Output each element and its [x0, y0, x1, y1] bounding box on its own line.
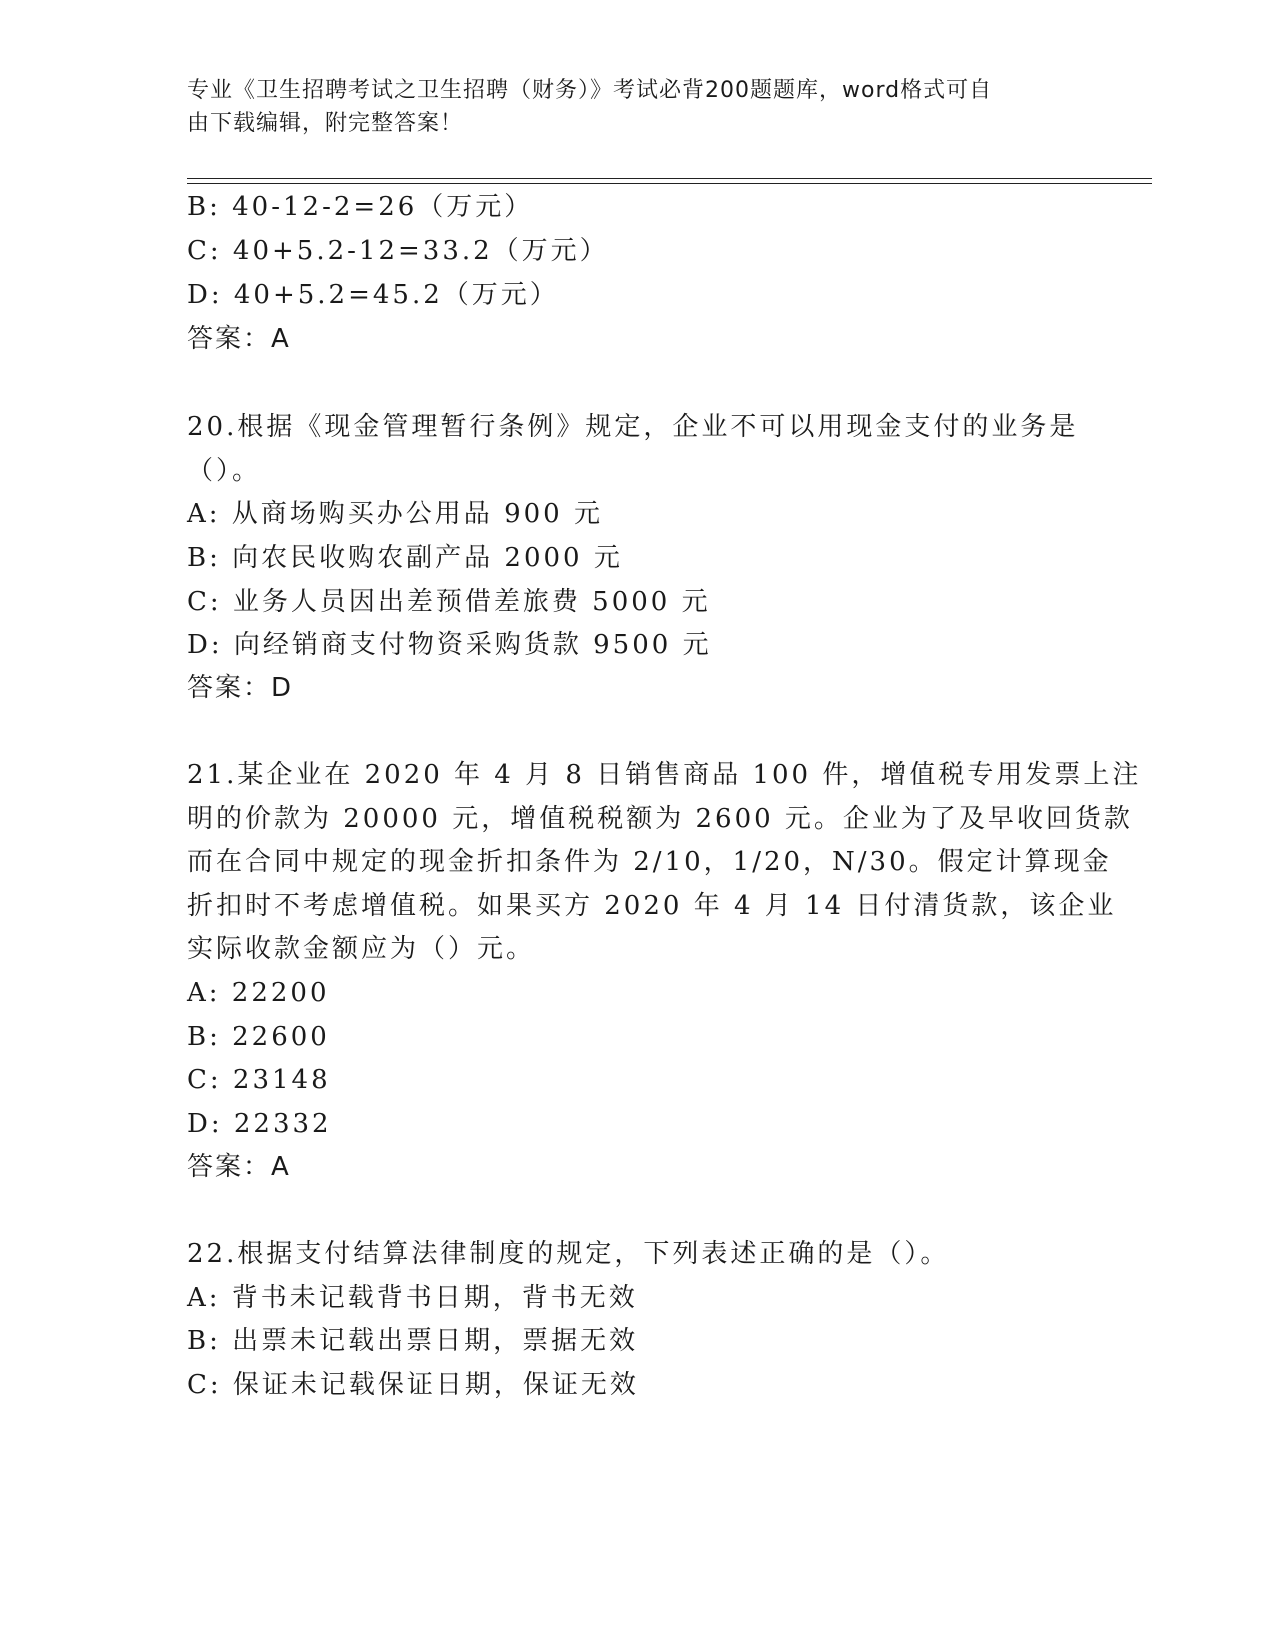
- q19-option-c: C: 40+5.2-12=33.2（万元）: [187, 236, 609, 266]
- q22-option-b: B: 出票未记载出票日期，票据无效: [187, 1326, 639, 1356]
- q20-stem-line-1: 20.根据《现金管理暂行条例》规定，企业不可以用现金支付的业务是: [187, 412, 1079, 442]
- q21-answer: 答案：A: [187, 1152, 291, 1182]
- q21-option-c: C: 23148: [187, 1065, 331, 1095]
- q21-stem-line-5: 实际收款金额应为（）元。: [187, 934, 536, 964]
- q21-option-b: B: 22600: [187, 1022, 330, 1052]
- q20-option-a: A: 从商场购买办公用品 900 元: [187, 499, 603, 529]
- header-line-2: 由下载编辑，附完整答案！: [187, 111, 464, 136]
- q21-option-a: A: 22200: [187, 978, 330, 1008]
- q21-option-d: D: 22332: [187, 1109, 332, 1139]
- q22-option-a: A: 背书未记载背书日期，背书无效: [187, 1283, 638, 1313]
- header-line-1: 专业《卫生招聘考试之卫生招聘（财务）》考试必背200题题库，word格式可自: [187, 78, 993, 103]
- q21-stem-line-4: 折扣时不考虑增值税。如果买方 2020 年 4 月 14 日付清货款，该企业: [187, 891, 1117, 921]
- q19-option-b: B: 40-12-2=26（万元）: [187, 192, 534, 222]
- q20-option-d: D: 向经销商支付物资采购货款 9500 元: [187, 630, 712, 660]
- q20-option-b: B: 向农民收购农副产品 2000 元: [187, 543, 623, 573]
- q20-answer: 答案：D: [187, 673, 294, 703]
- header-divider-top: [187, 178, 1152, 179]
- q21-stem-line-2: 明的价款为 20000 元，增值税税额为 2600 元。企业为了及早收回货款: [187, 804, 1133, 834]
- header-divider-bottom: [187, 183, 1152, 184]
- document-header: [187, 74, 1067, 140]
- q19-answer: 答案：A: [187, 324, 291, 354]
- q20-option-c: C: 业务人员因出差预借差旅费 5000 元: [187, 587, 711, 617]
- q21-stem-line-3: 而在合同中规定的现金折扣条件为 2/10，1/20，N/30。假定计算现金: [187, 847, 1112, 877]
- q20-stem-line-2: （）。: [187, 456, 262, 486]
- q22-stem-line-1: 22.根据支付结算法律制度的规定，下列表述正确的是（）。: [187, 1239, 950, 1269]
- q21-stem-line-1: 21.某企业在 2020 年 4 月 8 日销售商品 100 件，增值税专用发票上注: [187, 760, 1142, 790]
- q22-option-c: C: 保证未记载保证日期，保证无效: [187, 1370, 639, 1400]
- q19-option-d: D: 40+5.2=45.2（万元）: [187, 280, 559, 310]
